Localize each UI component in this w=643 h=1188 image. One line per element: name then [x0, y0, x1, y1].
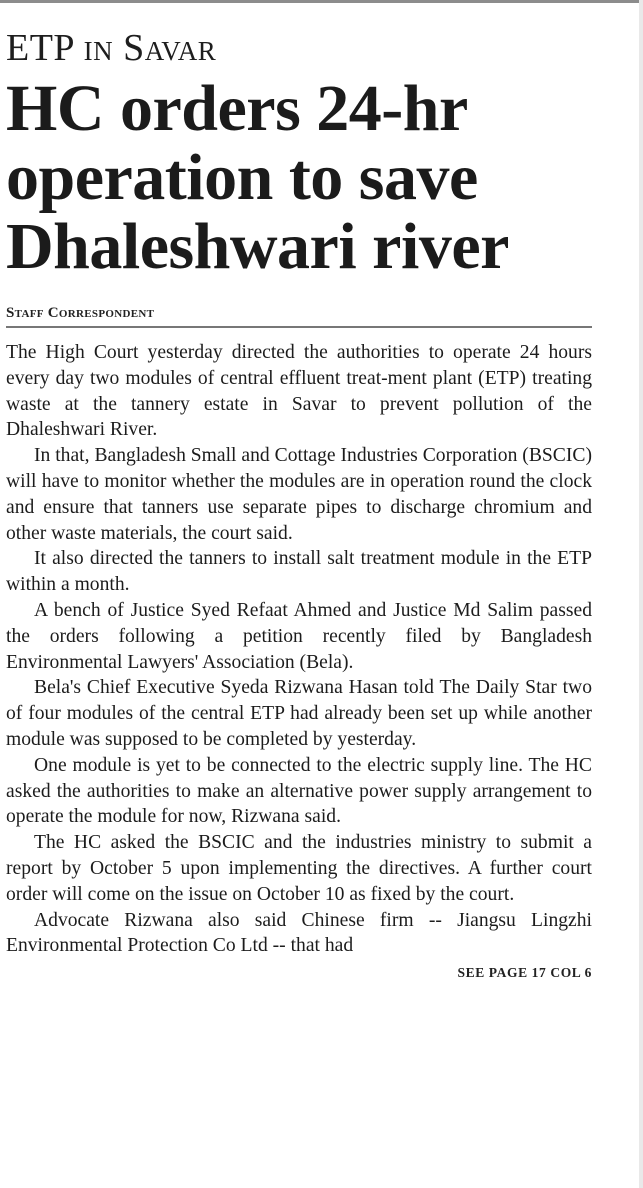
- article-headline: HC orders 24-hr operation to save Dhaleshwari river: [6, 72, 509, 283]
- paragraph: Bela's Chief Executive Syeda Rizwana Hasan told The Daily Star two of four modules of the central ETP had already been set up while another module was supposed to be completed by yesterday.: [6, 677, 592, 750]
- article-kicker: ETP in Savar: [6, 27, 217, 69]
- byline-divider: [6, 326, 592, 328]
- paragraph: One module is yet to be connected to the electric supply line. The HC asked the authorities to make an alternative power supply arrangement to operate the module for now, Rizwana said.: [6, 754, 592, 828]
- paragraph: It also directed the tanners to install salt treatment module in the ETP within a month.: [6, 548, 592, 596]
- paragraph: Advocate Rizwana also said Chinese firm -- Jiangsu Lingzhi Environmental Protection Co Ltd -- that had: [6, 909, 592, 957]
- page-edge: [639, 0, 643, 1188]
- article-body: [6, 340, 592, 959]
- paragraph: A bench of Justice Syed Refaat Ahmed and Justice Md Salim passed the orders following a petition recently filed by Bangladesh Environmental Lawyers' Association (Bela).: [6, 599, 592, 673]
- top-rule: [0, 0, 643, 3]
- paragraph: In that, Bangladesh Small and Cottage Industries Corporation (BSCIC) will have to monitor whether the modules are in operation round the clock and ensure that tanners use separate pipes to discharge chromium and other waste materials, the court said.: [6, 445, 592, 544]
- paragraph: The HC asked the BSCIC and the industries ministry to submit a report by October 5 upon implementing the directives. A further court order will come on the issue on October 10 as fixed by the court.: [6, 832, 592, 905]
- article-byline: Staff Correspondent: [6, 305, 155, 321]
- continued-reference: SEE PAGE 17 COL 6: [457, 965, 592, 981]
- news-article: [6, 26, 592, 981]
- paragraph: The High Court yesterday directed the authorities to operate 24 hours every day two modules of central effluent treat-ment plant (ETP) treating waste at the tannery estate in Savar to prevent pollution of the Dhaleshwari River.: [6, 342, 592, 441]
